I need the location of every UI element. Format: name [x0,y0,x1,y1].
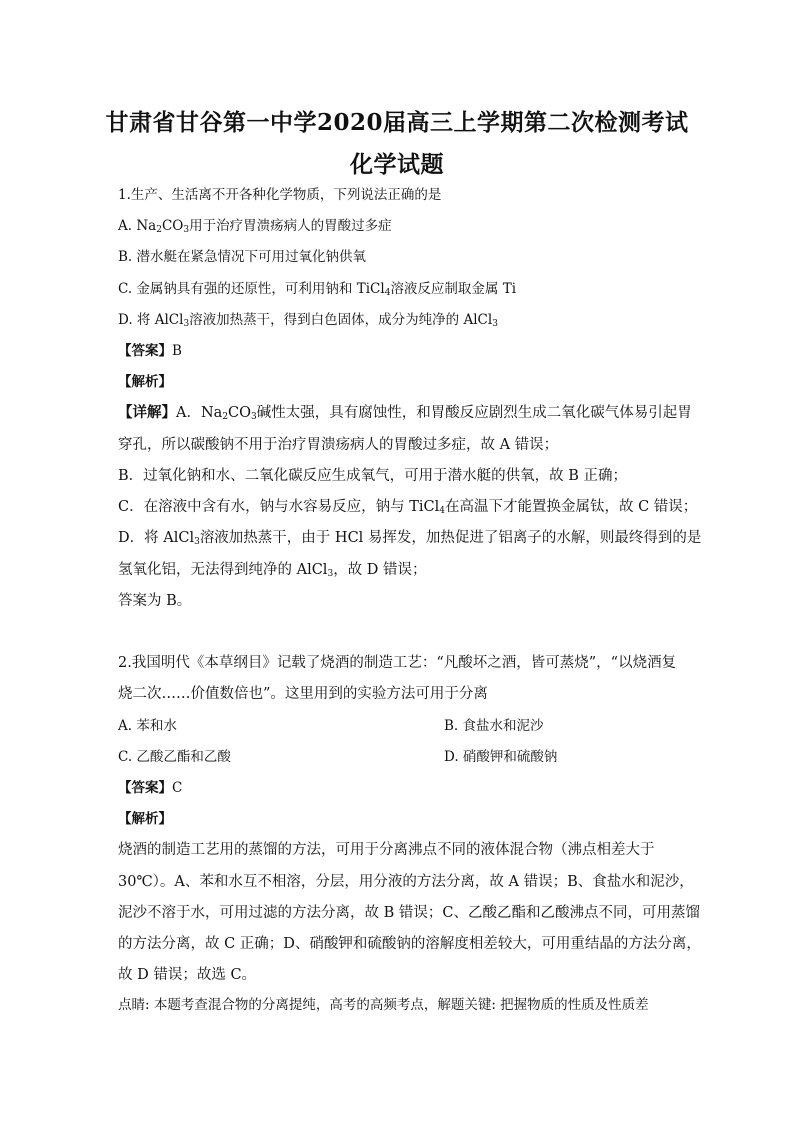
q2-stem-line-2: 烧二次……价值数倍也”。这里用到的实验方法可用于分离 [118,686,488,702]
q1-option-a: A. $Na_2CO_3$用于治疗胃溃疡病人的胃酸过多症 [118,218,392,235]
q1-explanation-line-1: 【详解】A．$Na_2CO_3$碱性太强，具有腐蚀性，和胃酸反应剧烈生成二氧化碳气体易引起胃 [118,404,692,422]
q2-option-a: A. 苯和水 [118,718,177,734]
document-title: 甘肃省甘谷第一中学2020届高三上学期第二次检测考试 [105,109,689,136]
q1-answer: 【答案】B [118,343,182,359]
q2-explanation-line-2: 30℃）。A、苯和水互不相溶，分层，用分液的方法分离，故 A 错误；B、食盐水和泥沙， [118,874,694,890]
q2-option-c: C. 乙酸乙酯和乙酸 [118,749,231,765]
q1-stem: 1.生产、生活离不开各种化学物质，下列说法正确的是 [118,187,442,203]
q2-explanation-line-4: 的方法分离，故 C 正确；D、硝酸钾和硫酸钠的溶解度相差较大，可用重结晶的方法分离， [118,936,701,952]
q2-stem-line-1: 2.我国明代《本草纲目》记载了烧酒的制造工艺：“凡酸坏之酒，皆可蒸烧”，“以烧酒复 [118,655,677,671]
q2-analysis-heading: 【解析】 [118,811,172,827]
q2-note: 点睛: 本题考查混合物的分离提纯，高考的高频考点，解题关键: 把握物质的性质及性质差 [118,997,649,1013]
q1-option-b: B. 潜水艇在紧急情况下可用过氧化钠供氧 [118,249,367,265]
q2-explanation-line-5: 故 D 错误；故选 C。 [118,967,257,983]
answer-tag: 【答案】 [118,780,172,796]
answer-tag: 【答案】 [118,343,172,359]
q1-explanation-line-2: 穿孔，所以碳酸钠不用于治疗胃溃疡病人的胃酸过多症，故 A 错误； [118,437,559,453]
q1-explanation-line-4: C．在溶液中含有水，钠与水容易反应，钠与 TiCl$_4$在高温下才能置换金属钛，故 C 错误； [118,499,698,516]
q1-explanation-line-6: 氢氧化铝，无法得到纯净的 AlCl$_3$，故 D 错误； [118,562,427,579]
q2-option-b: B. 食盐水和泥沙 [444,718,544,734]
q1-explanation-line-7: 答案为 B。 [118,593,192,609]
q2-explanation-line-3: 泥沙不溶于水，可用过滤的方法分离，故 B 错误；C、乙酸乙酯和乙酸沸点不同，可用蒸馏 [118,905,700,921]
document-subtitle: 化学试题 [350,151,444,178]
q1-explanation-line-5: D．将 AlCl$_3$溶液加热蒸干，由于 HCl 易挥发，加热促进了铝离子的水解，则最终得到的是 [118,530,702,547]
q1-option-c: C. 金属钠具有强的还原性，可利用钠和 TiCl$_4$溶液反应制取金属 Ti [118,281,517,298]
q1-option-d: D. 将 AlCl$_3$溶液加热蒸干，得到白色固体，成分为纯净的 AlCl$_3$ [118,312,498,329]
q2-explanation-line-1: 烧酒的制造工艺用的蒸馏的方法，可用于分离沸点不同的液体混合物（沸点相差大于 [118,842,655,858]
q1-explanation-line-3: B．过氧化钠和水、二氧化碳反应生成氧气，可用于潜水艇的供氧，故 B 正确； [118,468,628,484]
q2-answer: 【答案】C [118,780,183,796]
q2-option-d: D. 硝酸钾和硫酸钠 [444,749,558,765]
q1-analysis-heading: 【解析】 [118,374,172,390]
